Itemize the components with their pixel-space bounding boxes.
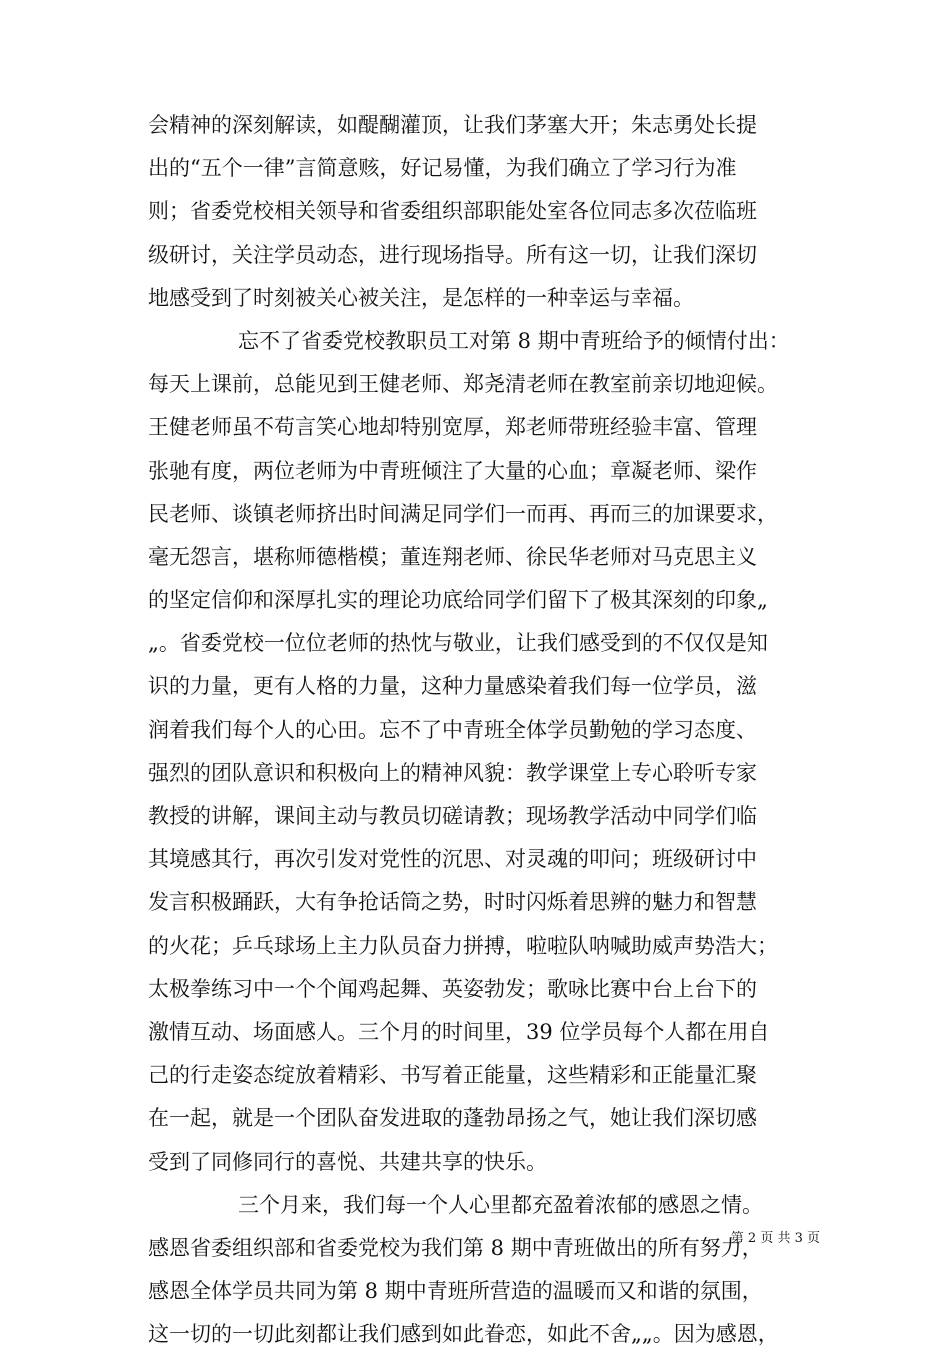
body-text [148,104,820,1356]
text-line: 其境感其行，再次引发对党性的沉思、对灵魂的叩问；班级研讨中 [148,847,757,872]
text-line: 受到了同修同行的喜悦、共建共享的快乐。 [148,1149,547,1174]
text-line: 会精神的深刻解读，如醍醐灌顶，让我们茅塞大开；朱志勇处长提 [148,113,757,137]
text-line: 太极拳练习中一个个闻鸡起舞、英姿勃发；歌咏比赛中台上台下的 [148,976,757,1001]
text-line: 地感受到了时刻被关心被关注，是怎样的一种幸运与幸福。 [148,285,694,310]
text-line: 的火花；乒乓球场上主力队员奋力拼搏，啦啦队呐喊助威声势浩大； [148,933,778,958]
text-line: 这一切的一切此刻都让我们感到如此眷恋，如此不舍„„。因为感恩， [148,1322,779,1347]
text-line: 张驰有度，两位老师为中青班倾注了大量的心血；章凝老师、梁作 [148,458,757,483]
text-line: 毫无怨言，堪称师德楷模；董连翔老师、徐民华老师对马克思主义 [148,544,757,569]
text-line: 识的力量，更有人格的力量，这种力量感染着我们每一位学员，滋 [148,674,757,699]
paragraph-start-line: 忘不了省委党校教职员工对第 8 期中青班给予的倾情付出： [238,328,790,353]
text-line: „。省委党校一位位老师的热忱与敬业，让我们感受到的不仅仅是知 [148,631,768,656]
paragraph-start-line: 三个月来，我们每一个人心里都充盈着浓郁的感恩之情。 [238,1192,763,1217]
text-line: 发言积极踊跃，大有争抢话筒之势，时时闪烁着思辨的魅力和智慧 [148,890,757,915]
text-line: 王健老师虽不苟言笑心地却特别宽厚，郑老师带班经验丰富、管理 [148,415,757,440]
text-line: 强烈的团队意识和积极向上的精神风貌：教学课堂上专心聆听专家 [148,760,757,785]
text-line: 激情互动、场面感人。三个月的时间里，39 位学员每个人都在用自 [148,1019,770,1044]
text-line: 民老师、谈镇老师挤出时间满足同学们一而再、再而三的加课要求， [148,501,778,526]
text-line: 在一起，就是一个团队奋发进取的蓬勃昂扬之气，她让我们深切感 [148,1106,757,1131]
text-line: 教授的讲解，课间主动与教员切磋请教；现场教学活动中同学们临 [148,804,757,828]
page-number-footer: 第 2 页 共 3 页 [730,1231,820,1246]
text-line: 感恩省委组织部和省委党校为我们第 8 期中青班做出的所有努力， [148,1235,763,1260]
text-line: 己的行走姿态绽放着精彩、书写着正能量，这些精彩和正能量汇聚 [148,1063,757,1088]
text-line: 级研讨，关注学员动态，进行现场指导。所有这一切，让我们深切 [148,242,757,267]
text-line: 则；省委党校相关领导和省委组织部职能处室各位同志多次莅临班 [148,199,757,224]
text-line: 润着我们每个人的心田。忘不了中青班全体学员勤勉的学习态度、 [148,717,757,742]
text-line: 出的“五个一律”言简意赅，好记易懂，为我们确立了学习行为准 [148,156,737,181]
text-line: 感恩全体学员共同为第 8 期中青班所营造的温暖而又和谐的氛围， [148,1279,763,1304]
text-line: 的坚定信仰和深厚扎实的理论功底给同学们留下了极其深刻的印象„ [148,588,768,613]
text-line: 每天上课前，总能见到王健老师、郑尧清老师在教室前亲切地迎候。 [148,372,778,397]
